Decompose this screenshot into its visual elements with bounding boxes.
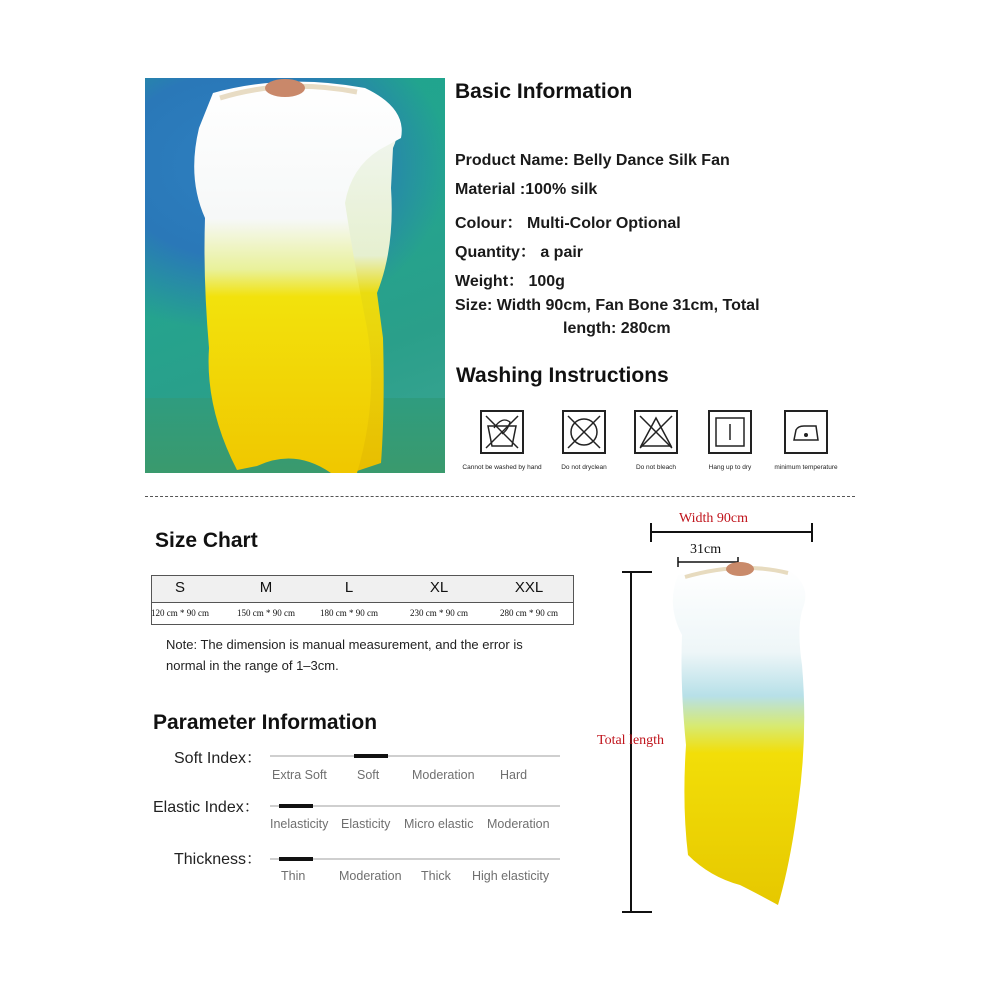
size-note-line1: Note: The dimension is manual measurement, and the error is bbox=[166, 637, 523, 652]
thickness-scale-2: Moderation bbox=[339, 869, 402, 883]
thickness-scale-3: Thick bbox=[421, 869, 451, 883]
iron-low-icon bbox=[784, 410, 828, 454]
size-dim-xxl: 280 cm * 90 cm bbox=[500, 608, 558, 618]
size-chart-title: Size Chart bbox=[155, 529, 258, 552]
size-table bbox=[151, 575, 574, 625]
total-length-label: Total length bbox=[597, 733, 665, 748]
size-header-s: S bbox=[174, 579, 185, 596]
wash-caption-3: Do not bleach bbox=[635, 464, 677, 471]
thickness-scale-4: High elasticity bbox=[472, 869, 550, 883]
info-material: Material :100% silk bbox=[455, 181, 598, 198]
wash-caption-4: Hang up to dry bbox=[708, 464, 752, 471]
parameter-title: Parameter Information bbox=[153, 711, 378, 734]
wash-caption-5: minimum temperature bbox=[774, 464, 838, 471]
wash-caption-2: Do not dryclean bbox=[561, 464, 607, 471]
info-colour: Colour： Multi-Color Optional bbox=[455, 215, 681, 232]
no-bleach-icon bbox=[634, 410, 678, 454]
size-dim-xl: 230 cm * 90 cm bbox=[410, 608, 468, 618]
no-dryclean-icon bbox=[562, 410, 606, 454]
soft-scale-1: Extra Soft bbox=[272, 768, 327, 782]
thickness-marker bbox=[279, 857, 313, 861]
hang-dry-icon bbox=[708, 410, 752, 454]
size-dim-m: 150 cm * 90 cm bbox=[237, 608, 295, 618]
soft-scale-4: Hard bbox=[500, 768, 528, 782]
elastic-scale-1: Inelasticity bbox=[270, 817, 329, 831]
elastic-index-track bbox=[270, 805, 560, 807]
basic-info-title: Basic Information bbox=[455, 80, 633, 103]
soft-index-marker bbox=[354, 754, 388, 758]
info-product-name: Product Name: Belly Dance Silk Fan bbox=[455, 152, 730, 169]
soft-index-track bbox=[270, 755, 560, 757]
info-quantity: Quantity： a pair bbox=[455, 244, 584, 261]
soft-scale-2: Soft bbox=[357, 768, 380, 782]
info-weight: Weight： 100g bbox=[455, 273, 565, 290]
info-size: Size: Width 90cm, Fan Bone 31cm, Total bbox=[455, 297, 760, 314]
size-header-xxl: XXL bbox=[514, 579, 544, 596]
info-size-cont: length: 280cm bbox=[563, 320, 671, 337]
elastic-scale-4: Moderation bbox=[487, 817, 550, 831]
section-divider bbox=[145, 496, 855, 497]
no-hand-wash-icon bbox=[480, 410, 524, 454]
dimension-diagram bbox=[590, 505, 850, 925]
washing-title: Washing Instructions bbox=[456, 364, 669, 387]
thickness-track bbox=[270, 858, 560, 860]
elastic-index-label: Elastic Index： bbox=[153, 799, 260, 816]
wash-caption-1: Cannot be washed by hand bbox=[462, 464, 542, 471]
soft-index-label: Soft Index： bbox=[174, 750, 263, 767]
size-dim-s: 120 cm * 90 cm bbox=[151, 608, 209, 618]
size-note-line2: normal in the range of 1–3cm. bbox=[166, 658, 339, 673]
width-label: Width 90cm bbox=[679, 511, 749, 526]
thickness-label: Thickness： bbox=[174, 851, 263, 868]
elastic-scale-3: Micro elastic bbox=[404, 817, 474, 831]
size-header-xl: XL bbox=[429, 579, 449, 596]
size-dim-l: 180 cm * 90 cm bbox=[320, 608, 378, 618]
product-photo bbox=[145, 78, 445, 473]
size-header-m: M bbox=[259, 579, 273, 596]
elastic-scale-2: Elasticity bbox=[341, 817, 391, 831]
size-header-l: L bbox=[344, 579, 354, 596]
bone-label: 31cm bbox=[690, 542, 722, 557]
elastic-index-marker bbox=[279, 804, 313, 808]
thickness-scale-1: Thin bbox=[281, 869, 306, 883]
soft-scale-3: Moderation bbox=[412, 768, 475, 782]
